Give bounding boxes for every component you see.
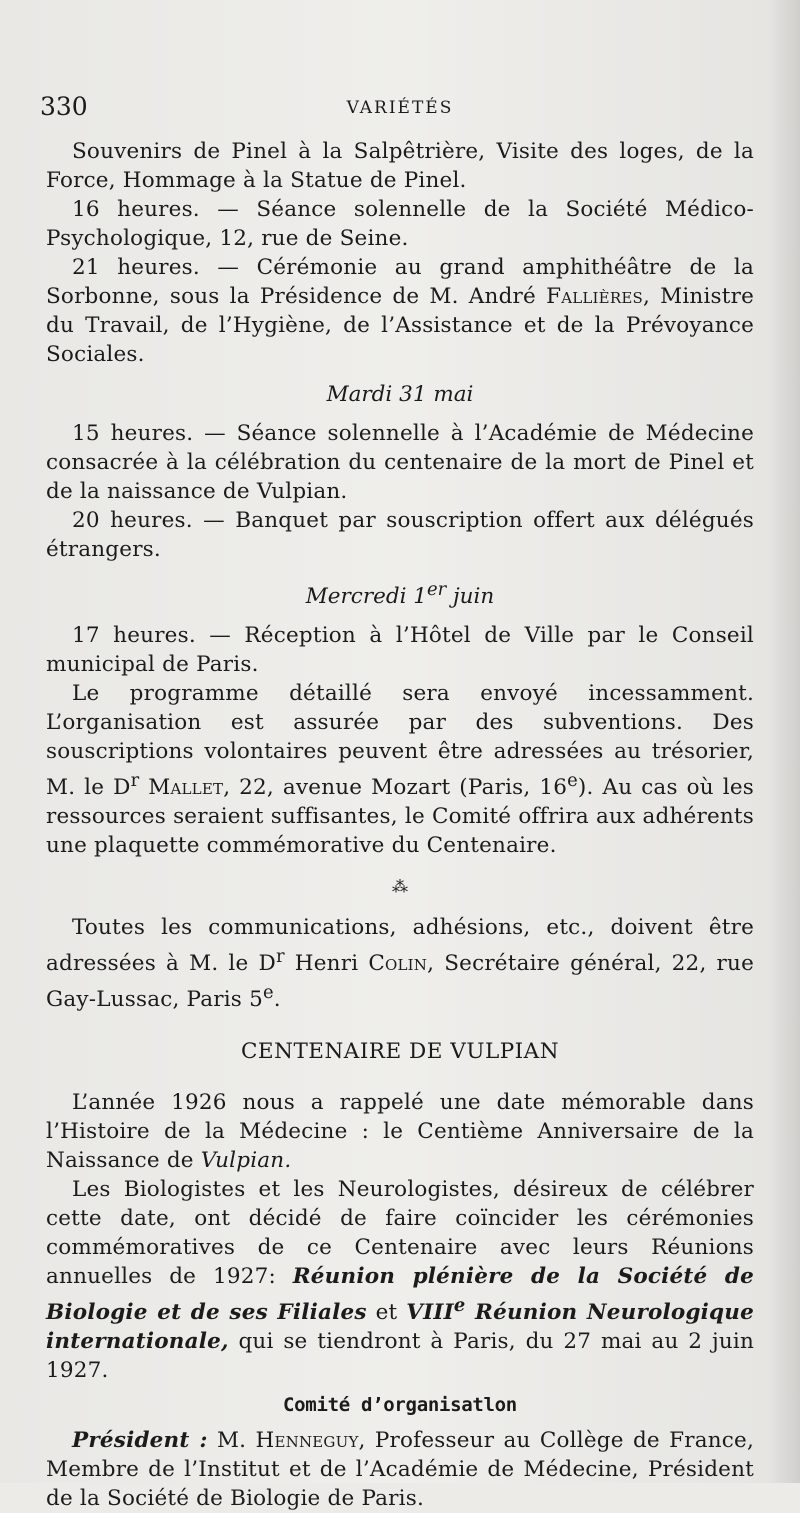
program-paragraph-17h: 17 heures. — Réception à l’Hôtel de Ville par le Conseil municipal de Paris. xyxy=(46,623,754,678)
page-number: 330 xyxy=(40,92,88,121)
name-fallieres: Fallières xyxy=(546,284,643,309)
program-paragraph-20h: 20 heures. — Banquet par souscription offert aux délégués étrangers. xyxy=(46,508,754,562)
president-paragraph: Président : M. Henneguy, Professeur au Collège de France, Membre de l’Institut et de l’Académie de Médecine, Président de la Société de Biologie de Paris. xyxy=(46,1427,755,1511)
running-title: VARIÉTÉS xyxy=(346,98,454,118)
communications-paragraph: Toutes les communications, adhésions, etc., doivent être adressées à M. le $D^r$ Henri Colin, Secrétaire général, 22, rue Gay-Lussac, Paris 5e. xyxy=(46,915,754,1013)
name-henneguy: Henneguy xyxy=(255,1427,359,1453)
name-mallet: Mallet xyxy=(148,775,224,801)
name-colin: Colin xyxy=(368,951,428,977)
day-heading-tuesday: Mardi 31 mai xyxy=(326,382,474,407)
program-paragraph-21h: 21 heures. — Cérémonie au grand amphithéâtre de la Sorbonne, sous la Présidence de M. André Fallières, Ministre du Travail, de l’Hygiène, de l’Assistance et de la Prévoyance Sociales. xyxy=(46,255,754,367)
asterism-separator: ⁂ xyxy=(392,877,408,897)
program-paragraph-16h: 16 heures. — Séance solennelle de la Société Médico-Psychologique, 12, rue de Seine. xyxy=(46,197,754,251)
committee-heading: Comité d’organisatlon xyxy=(283,1393,517,1416)
president-label: Président : xyxy=(72,1427,208,1453)
organisation-paragraph: Le programme détaillé sera envoyé incessamment. L’organisation est assurée par des subventions. Des souscriptions volontaires peuvent être adressées au trésorier, M. le $D^r$ Mallet, 22, avenue Mozart (Paris, 16e). Au cas où les ressources seraient suffisantes, le Comité offrira aux adhérents une plaquette commémorative du Centenaire. xyxy=(46,681,754,859)
section-title-vulpian: CENTENAIRE DE VULPIAN xyxy=(240,1038,560,1064)
vulpian-paragraph-2: Les Biologistes et les Neurologistes, désireux de célébrer cette date, ont décidé de faire coïncider les cérémonies commémoratives de ce Centenaire avec leurs Réunions annuelles de 1927: Réunion plénière de la Société de Biologie et de ses Filiales et VIIIe Réunion Neurologique internationale, qui se tiendront à Paris, du 27 mai au 2 juin 1927. xyxy=(46,1176,754,1383)
day-heading-wednesday: Mercredi 1er juin xyxy=(305,579,495,610)
page-header xyxy=(40,92,760,126)
program-paragraph-souvenirs: Souvenirs de Pinel à la Salpêtrière, Visite des loges, de la Force, Hommage à la Statue de Pinel. xyxy=(46,139,754,193)
page-body xyxy=(46,137,754,1513)
vulpian-paragraph-1: L’année 1926 nous a rappelé une date mémorable dans l’Histoire de la Médecine : le Centième Anniversaire de la Naissance de Vulpian. xyxy=(46,1089,754,1173)
program-paragraph-15h: 15 heures. — Séance solennelle à l’Académie de Médecine consacrée à la célébration du centenaire de la mort de Pinel et de la naissance de Vulpian. xyxy=(46,421,754,504)
